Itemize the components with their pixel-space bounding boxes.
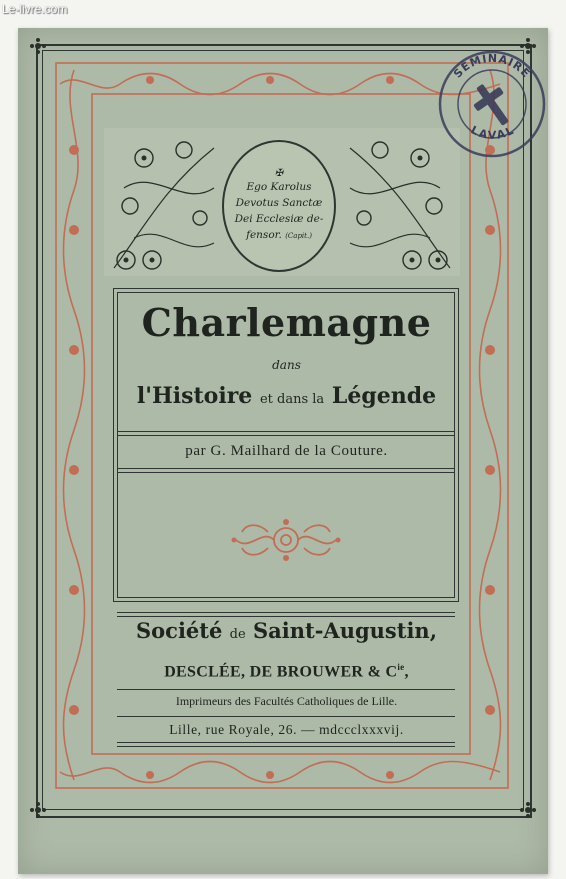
svg-text:LAVAL: [469, 123, 518, 142]
author-line: par G. Mailhard de la Couture.: [185, 443, 388, 459]
stamp-bottom-text: LAVAL: [468, 123, 518, 142]
motto-line-2: Devotus Sanctæ: [235, 196, 323, 209]
corner-fleuron-icon: [518, 800, 538, 820]
stamp-top-text: SÉMINAIRE: [451, 51, 533, 81]
motto-line-1: Ego Karolus: [246, 180, 312, 193]
latin-motto-medallion: [222, 140, 336, 272]
divider-rule: [117, 616, 455, 617]
watermark-text: Le-livre.com: [2, 2, 68, 16]
society-name: Société de Saint-Augustin,: [135, 618, 438, 643]
divider-rule: [117, 612, 455, 613]
library-stamp: [432, 42, 552, 162]
divider-rule: [117, 431, 455, 432]
red-ornament-icon: [228, 512, 344, 568]
divider-rule: [117, 468, 455, 469]
divider-rule: [117, 746, 455, 747]
book-title: Charlemagne: [141, 300, 432, 345]
divider-rule: [117, 716, 455, 717]
divider-rule: [117, 435, 455, 436]
cross-icon: ✠: [274, 167, 284, 179]
motto-line-4: fensor. (Capit.): [246, 228, 312, 241]
printer-name: DESCLÉE, DE BROUWER & $C^{ie}$,: [164, 662, 409, 681]
address-line: Lille, rue Royale, 26. — mdccclxxxvij.: [169, 722, 404, 737]
divider-rule: [117, 689, 455, 690]
faculties-line: Imprimeurs des Facultés Catholiques de Lille.: [175, 694, 398, 708]
corner-fleuron-icon: [28, 800, 48, 820]
corner-fleuron-icon: [28, 36, 48, 56]
motto-line-3: Dei Ecclesiæ de-: [234, 212, 324, 225]
book-subtitle: l'Histoire et dans la Légende: [136, 383, 437, 409]
motto-source: (Capit.): [285, 231, 312, 240]
svg-text:SÉMINAIRE: [451, 52, 533, 81]
divider-rule: [117, 742, 455, 743]
title-connector: dans: [272, 358, 301, 372]
divider-rule: [117, 472, 455, 473]
